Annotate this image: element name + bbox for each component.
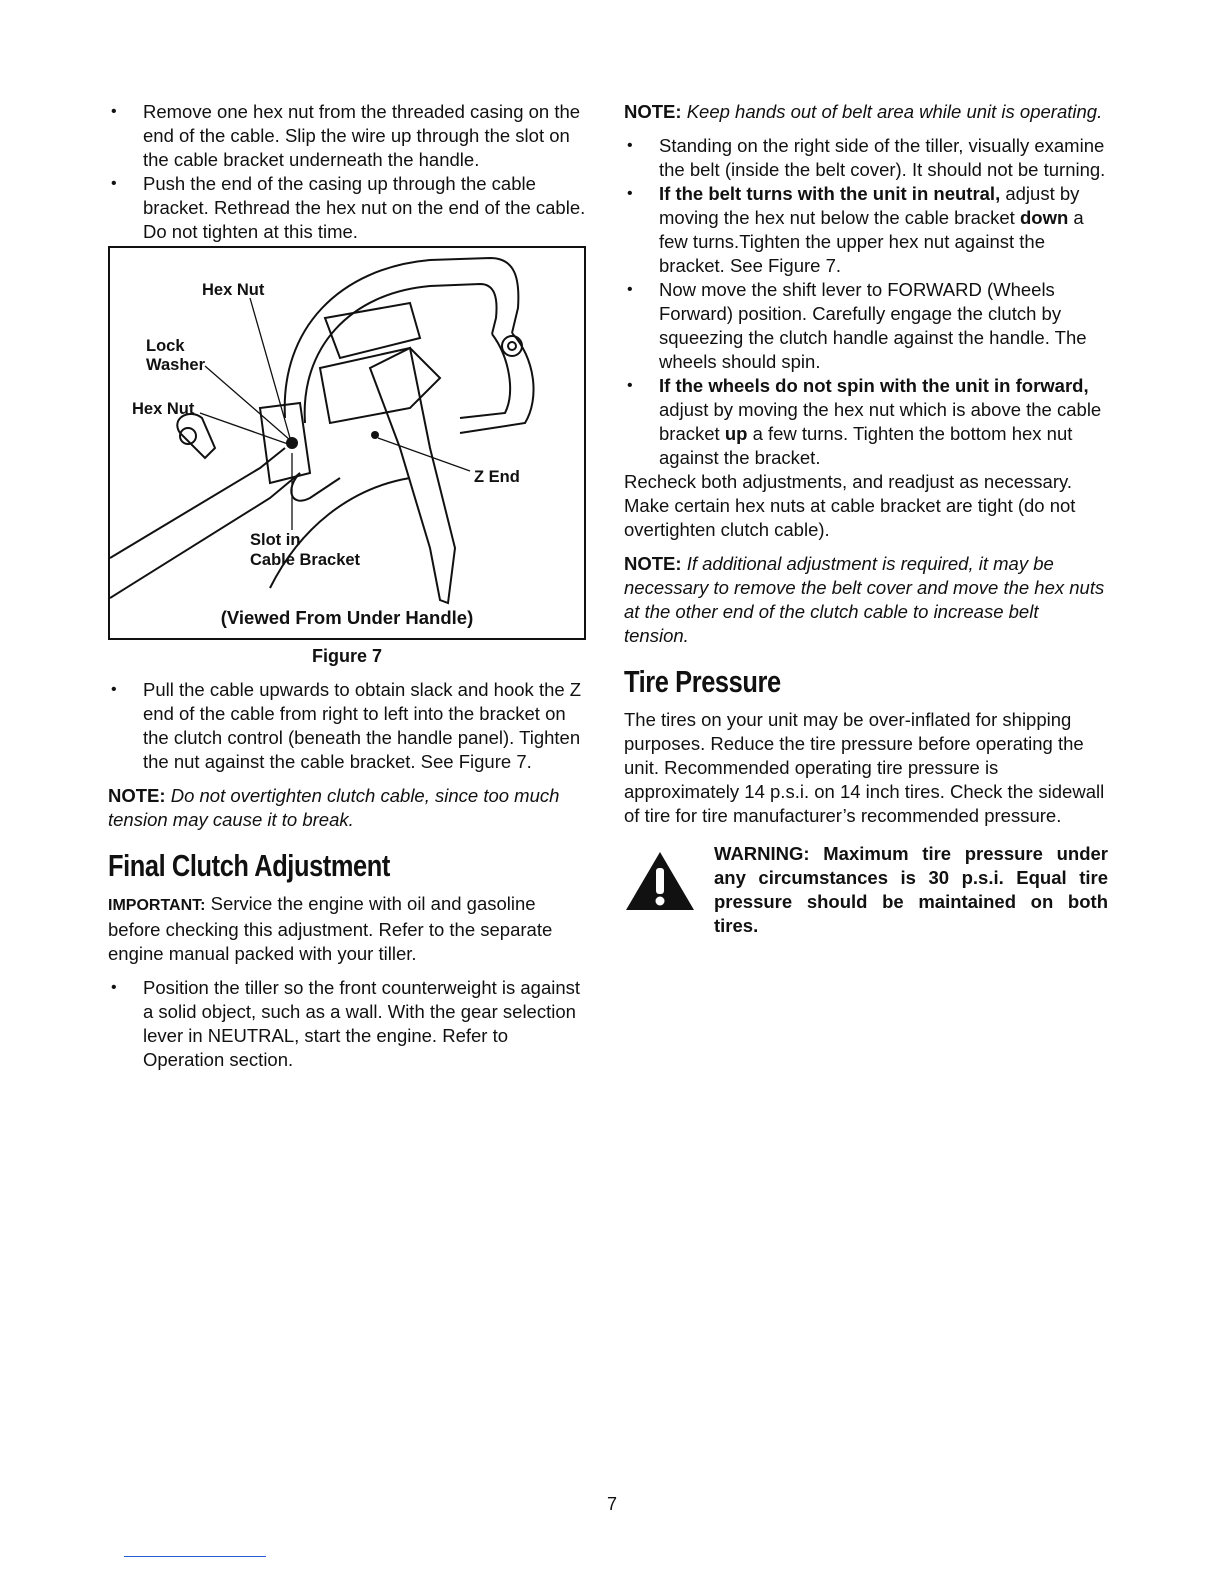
label-hex-nut-left: Hex Nut [132, 400, 195, 418]
list-item [624, 374, 1108, 470]
page-number: 7 [606, 1494, 617, 1514]
note-belt-area [624, 100, 1108, 124]
label-cable-bracket: Cable Bracket [250, 551, 361, 569]
recheck-paragraph: Recheck both adjustments, and readjust as necessary. Make certain hex nuts at cable bracket are tight (do not overtighten clutch cable). [624, 471, 1076, 540]
important-text: Service the engine with oil and gasoline before checking this adjustment. Refer to the separate engine manual packed with your tiller. [108, 893, 553, 964]
list-item: • Remove one hex nut from the threaded casing on the end of the cable. Slip the wire up through the slot on the cable bracket underneath the handle. [108, 100, 586, 172]
warning-triangle-icon [624, 850, 696, 912]
list-item [624, 182, 1108, 278]
label-z-end: Z End [474, 468, 520, 486]
text: a few turns. Tighten the bottom hex nut against the bracket. [659, 423, 1073, 468]
bullet-list-bottom [108, 976, 586, 1072]
tiller-handle-drawing [110, 248, 584, 638]
note-text: Do not overtighten clutch cable, since too much tension may cause it to break. [108, 785, 560, 830]
text: adjust by moving the hex nut below the cable bracket [659, 183, 1080, 228]
heading-tire-pressure: Tire Pressure [624, 664, 781, 699]
bold-text: up [724, 423, 748, 444]
note-label: NOTE: [624, 101, 682, 122]
list-item: • Now move the shift lever to FORWARD (Wheels Forward) position. Carefully engage the clutch by squeezing the clutch handle against the handle. The wheels should spin. [624, 278, 1108, 374]
right-column [624, 100, 1108, 938]
footer-rule [124, 1556, 266, 1557]
label-viewed-from: (Viewed From Under Handle) [220, 607, 474, 628]
note-additional-adjustment [624, 552, 1108, 648]
label-slot-in: Slot in [250, 531, 301, 549]
tire-pressure-paragraph: The tires on your unit may be over-inflated for shipping purposes. Reduce the tire pressure before operating the unit. Recommended operating tire pressure is approximately 14 p.s.i. on 14 inch tires. Check the sidewall of tire for tire manufacturer’s recommended pressure. [624, 709, 1105, 826]
bullet-list-mid [108, 678, 586, 774]
note-label: NOTE: [624, 553, 682, 574]
note-text: If additional adjustment is required, it may be necessary to remove the belt cover and move the hex nuts at the other end of the clutch cable to increase belt tension. [624, 553, 1105, 646]
left-column [108, 100, 586, 1072]
text: a few turns.Tighten the upper hex nut against the bracket. See Figure 7. [659, 207, 1084, 276]
heading-final-clutch-adjustment: Final Clutch Adjustment [108, 848, 390, 883]
important-paragraph [108, 892, 586, 966]
bold-text: down [1019, 207, 1069, 228]
figure-caption: Figure 7 [311, 646, 382, 666]
label-washer: Washer [146, 356, 205, 374]
text: adjust by moving the hex nut which is above the cable bracket [659, 399, 1102, 444]
figure-7-illustration [108, 246, 586, 640]
list-item: • Standing on the right side of the tiller, visually examine the belt (inside the belt cover). It should not be turning. [624, 134, 1108, 182]
note-text: Keep hands out of belt area while unit is operating. [686, 101, 1103, 122]
list-item: • Push the end of the casing up through the cable bracket. Rethread the hex nut on the end of the cable. Do not tighten at this time. [108, 172, 586, 244]
bold-text: If the belt turns with the unit in neutral, [659, 183, 1001, 204]
warning-text: WARNING: Maximum tire pressure under any circumstances is 30 p.s.i. Equal tire pressure should be maintained on both tires. [714, 843, 1108, 936]
note-label: NOTE: [108, 785, 166, 806]
bullet-list-top [108, 100, 586, 244]
important-label: IMPORTANT: [108, 897, 206, 914]
list-item: • Position the tiller so the front counterweight is against a solid object, such as a wall. With the gear selection lever in NEUTRAL, start the engine. Refer to Operation section. [108, 976, 586, 1072]
warning-block [624, 842, 1108, 938]
bullet-list-right [624, 134, 1108, 470]
bold-text: If the wheels do not spin with the unit in forward, [659, 375, 1089, 396]
list-item: • Pull the cable upwards to obtain slack and hook the Z end of the cable from right to left into the bracket on the clutch control (beneath the handle panel). Tighten the nut against the cable bracket. See Figure 7. [108, 678, 586, 774]
label-hex-nut-top: Hex Nut [202, 281, 265, 299]
note-clutch-cable [108, 784, 586, 832]
label-lock: Lock [146, 337, 185, 355]
